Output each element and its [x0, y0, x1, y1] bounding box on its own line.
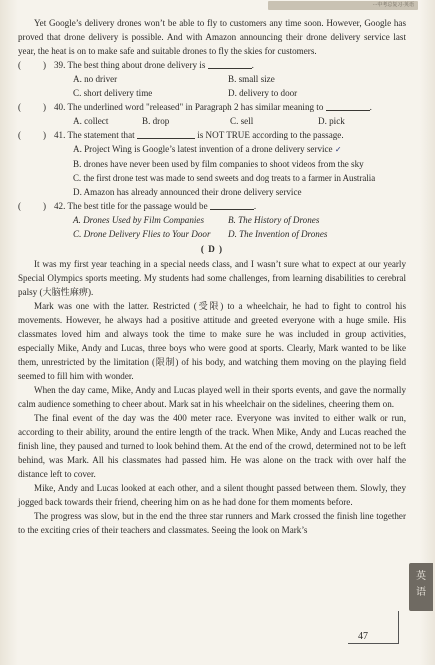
answer-blank	[210, 199, 254, 210]
passage-paragraph: Mike, Andy and Lucas looked at each other, and a silent thought passed between them. Slowly, they jogged back towards their friend, cheering him on as he had done for them moments before.	[18, 483, 406, 507]
passage-paragraph: The progress was slow, but in the end the three star runners and Mark crossed the finish line together to the exciting cries of their teachers and classmates. Seeing the look on Mark’s	[18, 511, 406, 535]
option-c: C. sell	[230, 116, 254, 126]
option-a: A. collect	[73, 116, 109, 126]
question-stem: 39. The best thing about drone delivery is	[54, 60, 206, 70]
section-heading: ( D )	[200, 244, 224, 254]
page-number-underline	[348, 643, 398, 644]
question-stem: 42. The best title for the passage would be	[54, 201, 208, 211]
option-c: C. the first drone test was made to send sweets and dog treats to a farmer in Australia	[73, 173, 376, 183]
running-header: ···中考总复习·英语	[268, 1, 418, 10]
answer-bracket: ( )	[18, 60, 47, 70]
page-number: 47	[358, 631, 368, 642]
page-number-divider	[398, 611, 399, 644]
check-mark-icon: ✓	[334, 145, 342, 154]
question-stem: 40. The underlined word "released" in Paragraph 2 has similar meaning to	[54, 102, 324, 112]
answer-blank	[326, 100, 370, 111]
question-41	[18, 128, 406, 199]
option-d: D. delivery to door	[228, 88, 298, 98]
question-39: ( ) 39. The best thing about drone delivery is . A. no driver B. small size C. short delivery time D. delivery to door	[18, 58, 406, 100]
question-stem-start: 41. The statement that	[54, 130, 135, 140]
option-b: B. drop	[142, 116, 170, 126]
option-c: C. Drone Delivery Flies to Your Door	[73, 229, 211, 239]
page-content	[18, 16, 406, 537]
question-40: ( ) 40. The underlined word "released" in Paragraph 2 has similar meaning to . A. collect B. drop C. sell D. pick	[18, 100, 406, 128]
option-a: A. Project Wing is Google’s latest invention of a drone delivery service	[73, 144, 333, 154]
answer-blank	[137, 128, 195, 139]
passage-paragraph: When the day came, Mike, Andy and Lucas played well in their sports events, and gave the normally calm audience something to cheer about. Mark sat in his wheelchair on the sidelines, cheering them on.	[18, 385, 406, 409]
answer-blank	[208, 58, 252, 69]
option-d: D. Amazon has already announced their drone delivery service	[73, 187, 302, 197]
option-c: C. short delivery time	[73, 88, 153, 98]
passage-paragraph: Mark was one with the latter. Restricted (受限) to a wheelchair, he had to fight to control his movements. However, he always had a positive attitude and greeted everyone with a huge smile. His classmates loved him and always took the time to make sure he was included in group activities, especially Mike, Andy and Lucas, three boys who were good at sports. Clearly, Mark wanted to be like them, unrestricted by the limitation (限制) of his body, and watching them moving on the playing field seemed to fill him with wonder.	[18, 301, 406, 381]
answer-bracket: ( )	[18, 102, 47, 112]
option-d: D. pick	[318, 116, 345, 126]
option-b: B. drones have never been used by film companies to shoot videos from the sky	[73, 159, 364, 169]
answer-bracket: ( )	[18, 201, 47, 211]
subject-side-tab: 英 语	[409, 563, 433, 611]
answer-bracket: ( )	[18, 130, 47, 140]
question-stem-end: is NOT TRUE according to the passage.	[197, 130, 344, 140]
option-d: D. The Invention of Drones	[228, 229, 328, 239]
passage-paragraph: The final event of the day was the 400 meter race. Everyone was invited to either walk or run, according to their ability, around the entire length of the track. When Mike, Andy and Lucas reached the finish line, they paused and turned to look behind them. At the end of the crowd, determined not to be left behind, was Mark. All his classmates had passed him. He was alone on the track with over half the distance left to cover.	[18, 413, 406, 479]
option-a: A. no driver	[73, 74, 118, 84]
option-b: B. The History of Drones	[228, 215, 320, 225]
intro-paragraph: Yet Google’s delivery drones won’t be able to fly to customers any time soon. However, Google has proved that drone delivery is possible. And with Amazon announcing their drone delivery service last year, the heat is on to make safe and suitable drones to fly the skies for customers.	[18, 18, 406, 56]
option-b: B. small size	[228, 74, 275, 84]
option-a: A. Drones Used by Film Companies	[73, 215, 205, 225]
passage-paragraph: It was my first year teaching in a special needs class, and I wasn’t sure what to expect at our yearly Special Olympics sports meeting. My students had some challenges, from learning disabilities to cerebral palsy (大脑性麻痹).	[18, 259, 406, 297]
question-42: ( ) 42. The best title for the passage would be . A. Drones Used by Film Companies B. The History of Drones C. Drone Delivery Flies to Your Door D. The Invention of Drones	[18, 199, 406, 241]
